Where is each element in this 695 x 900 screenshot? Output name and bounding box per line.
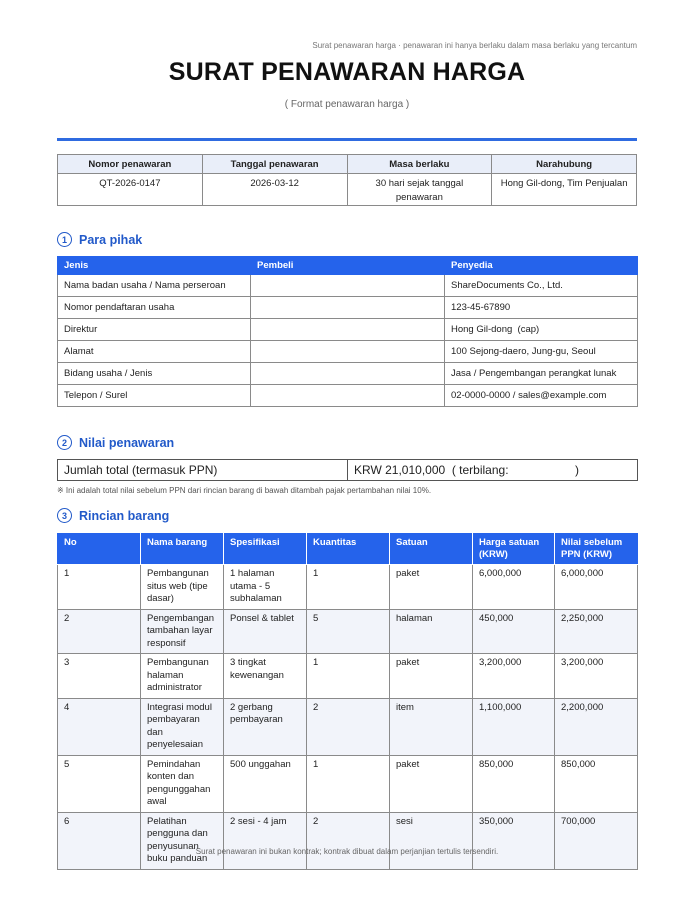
- party-field-label: Nama badan usaha / Nama perseroan: [58, 275, 251, 297]
- provider-value: 100 Sejong-daero, Jung-gu, Seoul: [445, 341, 638, 363]
- item-no: 3: [58, 654, 141, 699]
- item-qty: 1: [307, 654, 390, 699]
- table-row: [58, 565, 638, 610]
- parties-table: [57, 256, 638, 407]
- item-unit-price: 3,200,000: [473, 654, 555, 699]
- items-table: [57, 533, 638, 870]
- meta-value-number: QT-2026-0147: [58, 174, 203, 206]
- total-amount-close: ): [575, 463, 579, 477]
- table-row: [58, 385, 638, 407]
- item-spec: 1 halaman utama - 5 subhalaman: [224, 565, 307, 610]
- total-label: Jumlah total (termasuk PPN): [58, 460, 348, 481]
- item-no: 6: [58, 812, 141, 869]
- item-spec: Ponsel & tablet: [224, 609, 307, 654]
- provider-value: Hong Gil-dong (cap): [445, 319, 638, 341]
- provider-value: 123-45-67890: [445, 297, 638, 319]
- table-row: [58, 812, 638, 869]
- buyer-value: [251, 319, 445, 341]
- item-spec: 500 unggahan: [224, 755, 307, 812]
- item-no: 5: [58, 755, 141, 812]
- meta-value-validity: 30 hari sejak tanggal penawaran: [347, 174, 492, 206]
- total-row: [58, 460, 638, 481]
- item-unit-price: 350,000: [473, 812, 555, 869]
- item-subtotal: 3,200,000: [555, 654, 638, 699]
- buyer-value: [251, 385, 445, 407]
- meta-value-date: 2026-03-12: [202, 174, 347, 206]
- item-unit: paket: [390, 565, 473, 610]
- table-row: [58, 275, 638, 297]
- party-field-label: Telepon / Surel: [58, 385, 251, 407]
- meta-header-validity: Masa berlaku: [347, 155, 492, 174]
- section-title: Para pihak: [79, 232, 143, 247]
- items-header-no: No: [58, 534, 141, 565]
- section-title: Rincian barang: [79, 508, 170, 523]
- table-row: [58, 341, 638, 363]
- item-spec: 2 gerbang pembayaran: [224, 698, 307, 755]
- item-name: Pembangunan halaman administrator: [141, 654, 224, 699]
- table-row: [58, 654, 638, 699]
- item-subtotal: 850,000: [555, 755, 638, 812]
- party-field-label: Alamat: [58, 341, 251, 363]
- top-note: Surat penawaran harga · penawaran ini hanya berlaku dalam masa berlaku yang tercantum: [312, 41, 637, 50]
- table-row: [58, 698, 638, 755]
- item-unit: item: [390, 698, 473, 755]
- item-name: Integrasi modul pembayaran dan penyelesaian: [141, 698, 224, 755]
- meta-header-row: [58, 155, 637, 174]
- item-name: Pembangunan situs web (tipe dasar): [141, 565, 224, 610]
- table-row: [58, 609, 638, 654]
- section-items-heading: [57, 508, 169, 523]
- item-unit-price: 6,000,000: [473, 565, 555, 610]
- item-name: Pemindahan konten dan pengunggahan awal: [141, 755, 224, 812]
- item-spec: 2 sesi - 4 jam: [224, 812, 307, 869]
- section-number-badge: 1: [57, 232, 72, 247]
- provider-value: 02-0000-0000 / sales@example.com: [445, 385, 638, 407]
- buyer-value: [251, 363, 445, 385]
- meta-header-contact: Narahubung: [492, 155, 637, 174]
- meta-header-date: Tanggal penawaran: [202, 155, 347, 174]
- meta-value-contact: Hong Gil-dong, Tim Penjualan: [492, 174, 637, 206]
- total-amount-table: [57, 459, 638, 481]
- item-qty: 1: [307, 755, 390, 812]
- title-divider: [57, 138, 637, 141]
- section-title: Nilai penawaran: [79, 435, 175, 450]
- item-name: Pengembangan tambahan layar responsif: [141, 609, 224, 654]
- table-row: [58, 297, 638, 319]
- item-unit: sesi: [390, 812, 473, 869]
- total-amount: KRW 21,010,000 ( terbilang:: [354, 463, 509, 477]
- item-subtotal: 700,000: [555, 812, 638, 869]
- item-unit: paket: [390, 654, 473, 699]
- item-no: 4: [58, 698, 141, 755]
- item-qty: 2: [307, 812, 390, 869]
- item-qty: 2: [307, 698, 390, 755]
- buyer-value: [251, 341, 445, 363]
- items-header-spec: Spesifikasi: [224, 534, 307, 565]
- footer-note: Surat penawaran ini bukan kontrak; kontrak dibuat dalam perjanjian tertulis tersendiri.: [195, 847, 499, 856]
- section-number-badge: 2: [57, 435, 72, 450]
- parties-header-row: [58, 257, 638, 275]
- meta-value-row: [58, 174, 637, 206]
- item-subtotal: 2,250,000: [555, 609, 638, 654]
- quotation-meta-table: [57, 154, 637, 206]
- document-subtitle: ( Format penawaran harga ): [284, 99, 410, 110]
- item-qty: 1: [307, 565, 390, 610]
- table-row: [58, 363, 638, 385]
- item-unit: paket: [390, 755, 473, 812]
- buyer-value: [251, 275, 445, 297]
- item-subtotal: 6,000,000: [555, 565, 638, 610]
- section-number-badge: 3: [57, 508, 72, 523]
- table-row: [58, 319, 638, 341]
- total-footnote: ※ Ini adalah total nilai sebelum PPN dari rincian barang di bawah ditambah pajak pertambahan nilai 10%.: [57, 486, 432, 495]
- item-no: 2: [58, 609, 141, 654]
- provider-value: ShareDocuments Co., Ltd.: [445, 275, 638, 297]
- total-amount-cell: [348, 460, 638, 481]
- items-header-name: Nama barang: [141, 534, 224, 565]
- section-parties-heading: [57, 232, 142, 247]
- item-unit-price: 450,000: [473, 609, 555, 654]
- items-header-row: [58, 534, 638, 565]
- buyer-value: [251, 297, 445, 319]
- parties-header-type: Jenis: [58, 257, 251, 275]
- provider-value: Jasa / Pengembangan perangkat lunak: [445, 363, 638, 385]
- parties-header-buyer: Pembeli: [251, 257, 445, 275]
- item-qty: 5: [307, 609, 390, 654]
- items-header-unit: Satuan: [390, 534, 473, 565]
- item-name: Pelatihan pengguna dan penyusunan buku panduan: [141, 812, 224, 869]
- item-unit: halaman: [390, 609, 473, 654]
- party-field-label: Bidang usaha / Jenis: [58, 363, 251, 385]
- item-no: 1: [58, 565, 141, 610]
- item-unit-price: 1,100,000: [473, 698, 555, 755]
- item-spec: 3 tingkat kewenangan: [224, 654, 307, 699]
- items-header-qty: Kuantitas: [307, 534, 390, 565]
- items-header-unit-price: Harga satuan (KRW): [473, 534, 555, 565]
- parties-header-provider: Penyedia: [445, 257, 638, 275]
- party-field-label: Nomor pendaftaran usaha: [58, 297, 251, 319]
- item-subtotal: 2,200,000: [555, 698, 638, 755]
- document-title: SURAT PENAWARAN HARGA: [168, 58, 526, 86]
- party-field-label: Direktur: [58, 319, 251, 341]
- section-offer-value-heading: [57, 435, 174, 450]
- meta-header-number: Nomor penawaran: [58, 155, 203, 174]
- item-unit-price: 850,000: [473, 755, 555, 812]
- items-header-subtotal: Nilai sebelum PPN (KRW): [555, 534, 638, 565]
- table-row: [58, 755, 638, 812]
